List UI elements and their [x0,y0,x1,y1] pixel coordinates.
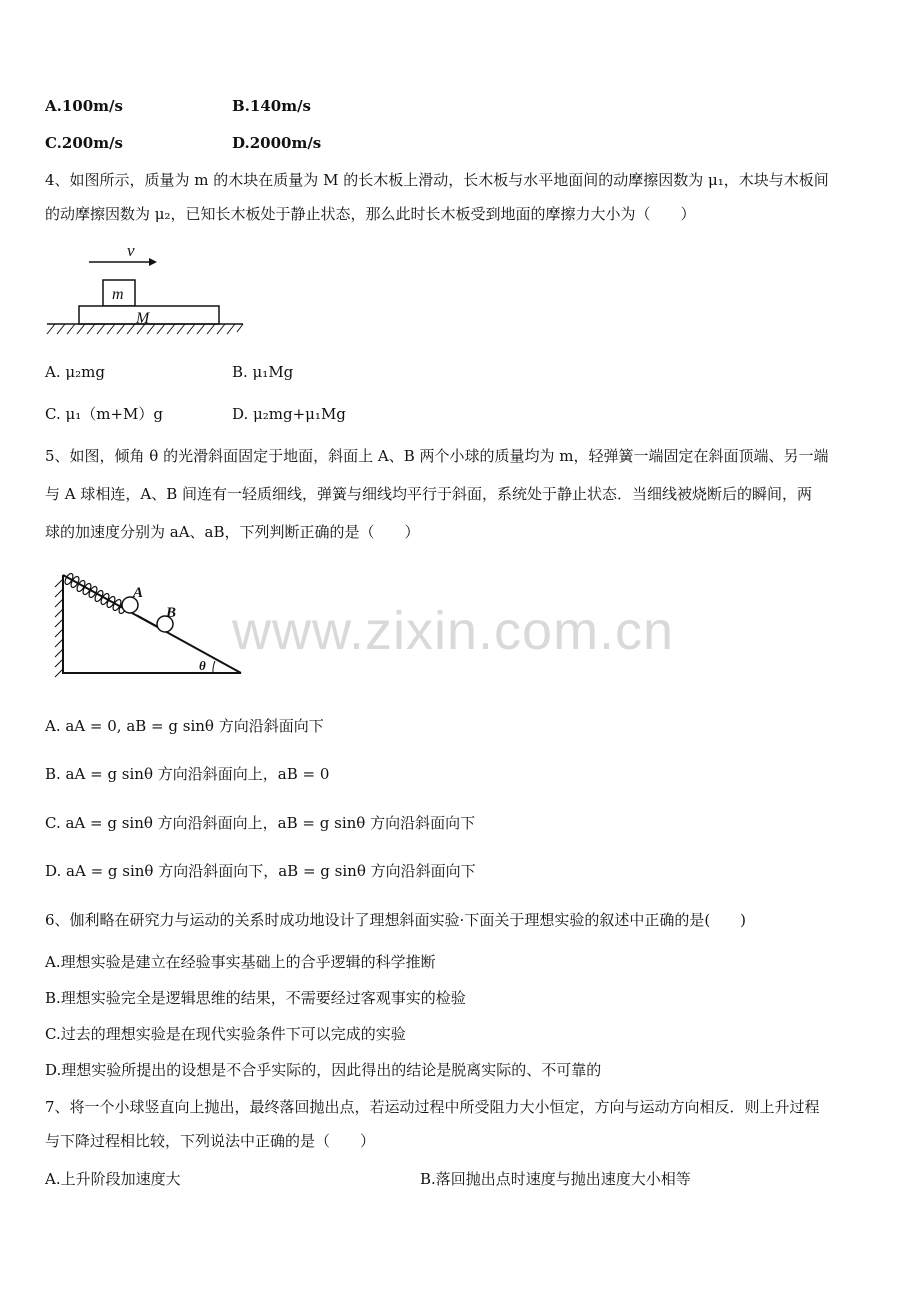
q6-option-a: A.理想实验是建立在经验事实基础上的合乎逻辑的科学推断 [45,953,436,971]
q4-small-block-label: m [112,286,124,303]
watermark: www.zixin.com.cn [232,601,675,661]
q6-option-b: B.理想实验完全是逻辑思维的结果，不需要经过客观事实的检验 [45,989,466,1007]
q6-option-d: D.理想实验所提出的设想是不合乎实际的，因此得出的结论是脱离实际的、不可靠的 [45,1061,602,1079]
q4-stem-line-1: 4、如图所示，质量为 m 的木块在质量为 M 的长木板上滑动，长木板与水平地面间的动摩擦因数为 μ₁，木块与木板间 [45,171,829,189]
q4-velocity-label: v [127,241,135,260]
q5-stem-line-3: 球的加速度分别为 aA、aB，下列判断正确的是（ ） [45,523,420,541]
q4-option-b: B. μ₁Mg [232,363,294,381]
q7-option-a: A.上升阶段加速度大 [45,1170,181,1188]
q5-angle-arc [213,661,215,673]
q5-ball-b-label: B [166,605,177,621]
q4-board-label: M [136,310,150,327]
q4-option-c: C. μ₁（m+M）g [45,405,163,423]
q4-option-d: D. μ₂mg+μ₁Mg [232,405,346,423]
q5-stem-line-1: 5、如图，倾角 θ 的光滑斜面固定于地面，斜面上 A、B 两个小球的质量均为 m，轻弹簧一端固定在斜面顶端、另一端 [45,447,829,465]
q3-option-b: B.140m/s [232,97,312,115]
q5-option-b: B. aA = g sinθ 方向沿斜面向上，aB = 0 [45,765,330,783]
q7-stem-line-2: 与下降过程相比较，下列说法中正确的是（ ） [45,1132,376,1150]
q5-option-d: D. aA = g sinθ 方向沿斜面向下，aB = g sinθ 方向沿斜面向下 [45,862,476,880]
q5-wall-hatching [55,579,63,677]
q5-spring [63,572,128,614]
q3-option-d: D.2000m/s [232,134,322,152]
q4-stem-line-2: 的动摩擦因数为 μ₂，已知长木板处于静止状态，那么此时长木板受到地面的摩擦力大小为（ ） [45,205,696,223]
q6-option-c: C.过去的理想实验是在现代实验条件下可以完成的实验 [45,1025,406,1043]
q5-ball-a-label: A [133,585,144,601]
q5-option-c: C. aA = g sinθ 方向沿斜面向上，aB = g sinθ 方向沿斜面向下 [45,814,476,832]
q4-figure-block-on-board [45,238,250,338]
q7-stem-line-1: 7、将一个小球竖直向上抛出，最终落回抛出点，若运动过程中所受阻力大小恒定，方向与运动方向相反．则上升过程 [45,1098,820,1116]
q5-thread [137,615,157,626]
q5-angle-label: θ [199,658,206,673]
q6-stem: 6、伽利略在研究力与运动的关系时成功地设计了理想斜面实验·下面关于理想实验的叙述中正确的是( ) [45,911,747,929]
q3-option-a: A.100m/s [45,97,123,115]
q3-option-c: C.200m/s [45,134,124,152]
q5-figure-incline [45,565,250,680]
q7-option-b: B.落回抛出点时速度与抛出速度大小相等 [420,1170,691,1188]
q5-stem-line-2: 与 A 球相连，A、B 间连有一轻质细线，弹簧与细线均平行于斜面，系统处于静止状态．当细线被烧断后的瞬间，两 [45,485,812,503]
q5-option-a: A. aA = 0, aB = g sinθ 方向沿斜面向下 [45,717,324,735]
q4-option-a: A. μ₂mg [45,363,105,381]
